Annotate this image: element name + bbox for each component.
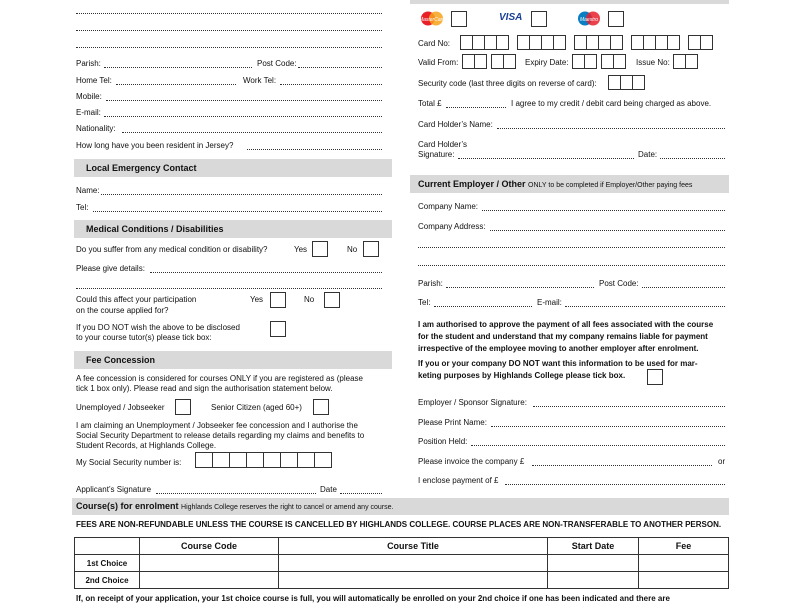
medical-header: Medical Conditions / Disabilities <box>86 224 224 234</box>
unemployed-checkbox[interactable] <box>175 399 191 415</box>
senior-checkbox[interactable] <box>313 399 329 415</box>
agree-label: I agree to my credit / debit card being charged as above. <box>511 99 712 108</box>
resident-field[interactable] <box>247 149 382 150</box>
payment-header-bar <box>410 0 729 4</box>
disclose-label-2: to your course tutor(s) please tick box: <box>76 333 212 342</box>
post-code-field[interactable] <box>298 67 382 68</box>
print-name-field[interactable] <box>491 426 725 427</box>
ssn-digit-box[interactable] <box>314 452 332 468</box>
company-name-label: Company Name: <box>418 202 479 211</box>
card-digit-box[interactable] <box>667 35 680 50</box>
fee-1-input[interactable] <box>639 555 729 572</box>
ssn-label: My Social Security number is: <box>76 458 182 467</box>
company-address-field-1[interactable] <box>490 230 725 231</box>
work-tel-label: Work Tel: <box>243 76 277 85</box>
company-address-field-2[interactable] <box>418 247 725 248</box>
holder-sig-label-2: Signature: <box>418 150 455 159</box>
position-label: Position Held: <box>418 437 468 446</box>
claim-text-1: I am claiming an Unemployment / Jobseeker fee concession and I authorise the <box>76 421 358 430</box>
holder-name-label: Card Holder’s Name: <box>418 120 493 129</box>
visa-icon: VISA <box>499 12 523 23</box>
post-code-label: Post Code: <box>257 59 297 68</box>
table-row <box>75 555 729 572</box>
col-start-date: Start Date <box>548 538 639 555</box>
position-field[interactable] <box>471 445 725 446</box>
give-details-label: Please give details: <box>76 264 145 273</box>
valid-from-digit-box[interactable] <box>503 54 516 69</box>
resident-label: How long have you been resident in Jersey? <box>76 141 234 150</box>
card-digit-box[interactable] <box>496 35 509 50</box>
emergency-name-label: Name: <box>76 186 100 195</box>
ssn-digit-box[interactable] <box>297 452 315 468</box>
holder-sig-field[interactable] <box>458 158 634 159</box>
fee-text-1: A fee concession is considered for courses ONLY if you are registered as (please <box>76 374 363 383</box>
print-name-label: Please Print Name: <box>418 418 487 427</box>
card-digit-box[interactable] <box>700 35 713 50</box>
disclose-checkbox[interactable] <box>270 321 286 337</box>
affect-label-1: Could this affect your participation <box>76 295 197 304</box>
claim-text-2: Social Security Department to release details regarding my claims and benefits to <box>76 431 365 440</box>
course-choices-table <box>74 537 729 589</box>
marketing-optout-checkbox[interactable] <box>647 369 663 385</box>
col-course-code: Course Code <box>140 538 279 555</box>
home-tel-label: Home Tel: <box>76 76 112 85</box>
company-post-code-field[interactable] <box>642 287 725 288</box>
holder-date-field[interactable] <box>660 158 725 159</box>
mobile-label: Mobile: <box>76 92 102 101</box>
courses-header: Course(s) for enrolment Highlands College reserves the right to cancel or amend any course. <box>76 501 394 511</box>
sponsor-sig-label: Employer / Sponsor Signature: <box>418 398 527 407</box>
holder-sig-label-1: Card Holder’s <box>418 140 468 149</box>
company-address-field-3[interactable] <box>418 265 725 266</box>
ssn-digit-box[interactable] <box>246 452 264 468</box>
total-label: Total £ <box>418 99 442 108</box>
ssn-digit-box[interactable] <box>212 452 230 468</box>
fee-text-2: tick 1 box only). Please read and sign the authorisation statement below. <box>76 384 333 393</box>
disclose-label-1: If you DO NOT wish the above to be disclosed <box>76 323 240 332</box>
applicant-date-label: Date <box>320 485 337 494</box>
course-title-2-input[interactable] <box>279 572 548 589</box>
emergency-tel-field[interactable] <box>93 211 382 212</box>
medical-question: Do you suffer from any medical condition or disability? <box>76 245 268 254</box>
parish-field[interactable] <box>104 67 252 68</box>
affect-yes-label: Yes <box>250 295 264 304</box>
svg-text:Maestro: Maestro <box>579 17 599 23</box>
company-post-code-label: Post Code: <box>599 279 639 288</box>
invoice-field[interactable] <box>532 465 712 466</box>
employer-header: Current Employer / Other ONLY to be completed if Employer/Other paying fees <box>418 179 693 189</box>
emergency-header: Local Emergency Contact <box>86 163 197 173</box>
start-date-1-input[interactable] <box>548 555 639 572</box>
address-line-2[interactable] <box>76 30 382 31</box>
home-tel-field[interactable] <box>116 84 236 85</box>
company-tel-field[interactable] <box>434 306 532 307</box>
expiry-digit-box[interactable] <box>584 54 597 69</box>
row-label-2nd-choice: 2nd Choice <box>75 572 140 589</box>
nationality-field[interactable] <box>122 132 382 133</box>
company-parish-field[interactable] <box>446 287 594 288</box>
ssn-digit-box[interactable] <box>195 452 213 468</box>
course-title-1-input[interactable] <box>279 555 548 572</box>
fee-2-input[interactable] <box>639 572 729 589</box>
issue-digit-box[interactable] <box>685 54 698 69</box>
emergency-name-field[interactable] <box>101 194 382 195</box>
invoice-or-label: or <box>718 457 726 466</box>
visa-checkbox[interactable] <box>531 11 547 27</box>
mastercard-icon <box>418 11 446 26</box>
mobile-field[interactable] <box>106 100 382 101</box>
company-name-field[interactable] <box>482 210 725 211</box>
fee-header: Fee Concession <box>86 355 156 365</box>
col-fee: Fee <box>639 538 729 555</box>
affect-label-2: on the course applied for? <box>76 306 169 315</box>
company-email-field[interactable] <box>565 306 725 307</box>
details-field-2[interactable] <box>76 288 382 289</box>
address-line-1[interactable] <box>76 13 382 14</box>
applicant-sig-label: Applicant’s Signature <box>76 485 152 494</box>
company-parish-label: Parish: <box>418 279 443 288</box>
parish-label: Parish: <box>76 59 101 68</box>
authorise-text-3: irrespective of the employee moving to another employer after enrolment. <box>418 344 699 353</box>
course-code-1-input[interactable] <box>140 555 279 572</box>
address-line-3[interactable] <box>76 47 382 48</box>
employer-note: ONLY to be completed if Employer/Other paying fees <box>528 182 693 189</box>
ssn-digit-box[interactable] <box>280 452 298 468</box>
table-row <box>75 572 729 589</box>
authorise-text-5: keting purposes by Highlands College please tick box. <box>418 371 626 380</box>
medical-yes-checkbox[interactable] <box>312 241 328 257</box>
enclose-label: I enclose payment of £ <box>418 476 499 485</box>
row-label-1st-choice: 1st Choice <box>75 555 140 572</box>
affect-no-checkbox[interactable] <box>324 292 340 308</box>
medical-no-checkbox[interactable] <box>363 241 379 257</box>
senior-label: Senior Citizen (aged 60+) <box>211 403 302 412</box>
card-no-label: Card No: <box>418 39 451 48</box>
holder-name-field[interactable] <box>497 128 725 129</box>
maestro-checkbox[interactable] <box>608 11 624 27</box>
maestro-icon <box>575 11 603 26</box>
work-tel-field[interactable] <box>280 84 382 85</box>
mastercard-checkbox[interactable] <box>451 11 467 27</box>
email-field[interactable] <box>104 116 382 117</box>
courses-header-note: Highlands College reserves the right to cancel or amend any course. <box>181 504 394 511</box>
authorise-text-4: If you or your company DO NOT want this information to be used for mar- <box>418 359 698 368</box>
holder-date-label: Date: <box>638 150 658 159</box>
col-course-title: Course Title <box>279 538 548 555</box>
applicant-date-field[interactable] <box>340 493 382 494</box>
medical-no-label: No <box>347 245 358 254</box>
table-corner-cell <box>75 538 140 555</box>
authorise-text-1: I am authorised to approve the payment of all fees associated with the course <box>418 320 714 329</box>
course-code-2-input[interactable] <box>140 572 279 589</box>
medical-yes-label: Yes <box>294 245 308 254</box>
company-tel-label: Tel: <box>418 298 431 307</box>
footer-note: If, on receipt of your application, your 1st choice course is full, you will automatically be enrolled on your 2nd choice if one has been indicated and there are <box>76 594 670 603</box>
authorise-text-2: for the student and understand that my company remains liable for payment <box>418 332 708 341</box>
company-email-label: E-mail: <box>537 298 562 307</box>
ssn-digit-box[interactable] <box>229 452 247 468</box>
applicant-sig-field[interactable] <box>156 493 316 494</box>
issue-label: Issue No: <box>636 58 670 67</box>
start-date-2-input[interactable] <box>548 572 639 589</box>
ssn-digit-box[interactable] <box>263 452 281 468</box>
fees-notice: FEES ARE NON-REFUNDABLE UNLESS THE COURSE IS CANCELLED BY HIGHLANDS COLLEGE. COURSE PLACES ARE NON-TRANSFERABLE TO ANOTHER PERSON. <box>76 520 722 529</box>
valid-from-label: Valid From: <box>418 58 459 67</box>
unemployed-label: Unemployed / Jobseeker <box>76 403 165 412</box>
affect-yes-checkbox[interactable] <box>270 292 286 308</box>
total-field[interactable] <box>446 107 506 108</box>
nationality-label: Nationality: <box>76 124 116 133</box>
expiry-label: Expiry Date: <box>525 58 569 67</box>
invoice-label: Please invoice the company £ <box>418 457 525 466</box>
security-digit-box[interactable] <box>632 75 645 90</box>
email-label: E-mail: <box>76 108 101 117</box>
company-address-label: Company Address: <box>418 222 486 231</box>
expiry-digit-box[interactable] <box>613 54 626 69</box>
details-field-1[interactable] <box>150 272 382 273</box>
svg-text:MasterCard: MasterCard <box>418 17 446 23</box>
claim-text-3: Student Records, at Highlands College. <box>76 441 217 450</box>
emergency-tel-label: Tel: <box>76 203 89 212</box>
table-header-row <box>75 538 729 555</box>
sponsor-sig-field[interactable] <box>533 406 725 407</box>
card-digit-box[interactable] <box>553 35 566 50</box>
valid-from-digit-box[interactable] <box>474 54 487 69</box>
security-label: Security code (last three digits on reverse of card): <box>418 79 597 88</box>
card-digit-box[interactable] <box>610 35 623 50</box>
affect-no-label: No <box>304 295 315 304</box>
enclose-field[interactable] <box>505 484 725 485</box>
